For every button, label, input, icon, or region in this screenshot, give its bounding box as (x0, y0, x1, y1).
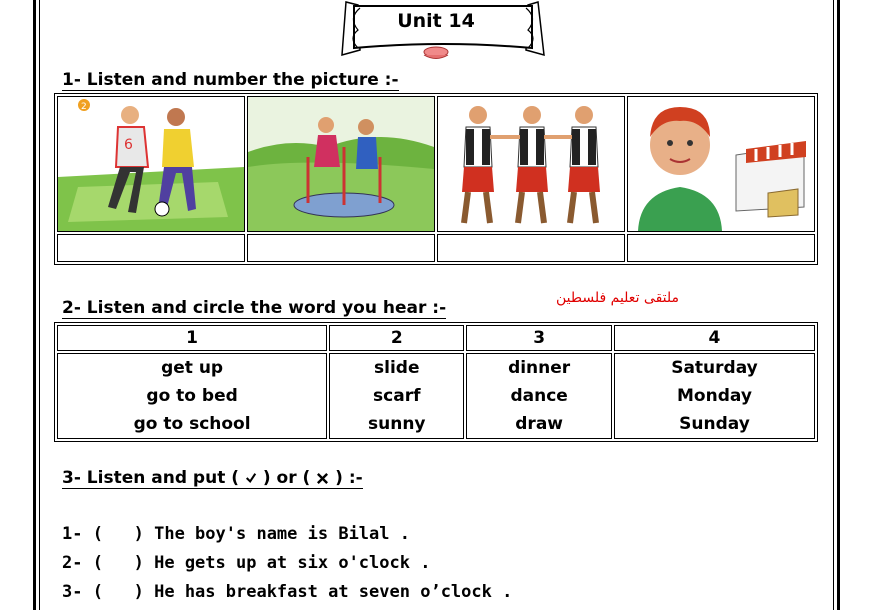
section1-heading: 1- Listen and number the picture :- (62, 70, 399, 90)
picture-cell-roundabout (247, 96, 435, 232)
column-number: 1 (57, 325, 327, 351)
children-on-roundabout-picture (248, 97, 434, 231)
statement-item[interactable]: 1- ( ) The boy's name is Bilal . (62, 524, 410, 544)
picture-cell-dancing (437, 96, 625, 232)
svg-text:6: 6 (124, 137, 133, 153)
number-blank-3[interactable] (437, 234, 625, 262)
word-cell-3 (466, 353, 612, 439)
check-icon (245, 472, 257, 484)
column-number: 3 (466, 325, 612, 351)
boy-and-shop-picture (628, 97, 814, 231)
section3-heading-prefix: 3- Listen and put ( (62, 468, 245, 488)
men-dancing-dabke-picture (438, 97, 624, 231)
word-option[interactable]: scarf (373, 386, 421, 406)
svg-text:2: 2 (81, 102, 87, 112)
number-blank-1[interactable] (57, 234, 245, 262)
word-option[interactable]: go to bed (146, 386, 238, 406)
word-cell-2 (329, 353, 464, 439)
picture-cell-boy-shop (627, 96, 815, 232)
section3-heading (62, 468, 363, 489)
word-cell-4 (614, 353, 815, 439)
unit-title: Unit 14 (397, 10, 475, 32)
section3-heading-suffix: ) :- (329, 468, 363, 488)
word-option[interactable]: draw (515, 414, 563, 434)
word-option[interactable]: sunny (368, 414, 426, 434)
page-border-right-thick (837, 0, 840, 610)
column-number: 2 (329, 325, 464, 351)
section3-heading-middle: ) or ( (256, 468, 317, 488)
number-blank-4[interactable] (627, 234, 815, 262)
word-option[interactable]: Sunday (679, 414, 750, 434)
word-option[interactable]: Monday (677, 386, 752, 406)
statement-item[interactable]: 3- ( ) He has breakfast at seven o’clock . (62, 582, 513, 602)
word-cell-1 (57, 353, 327, 439)
word-table (54, 322, 818, 442)
picture-table (54, 93, 818, 265)
number-blank-2[interactable] (247, 234, 435, 262)
page-border-left-thick (33, 0, 36, 610)
word-option[interactable]: slide (374, 358, 420, 378)
word-option[interactable]: dinner (508, 358, 571, 378)
word-option[interactable]: go to school (133, 414, 251, 434)
watermark-text: ملتقى تعليم فلسطين (556, 290, 680, 306)
page-border-left-thin (39, 0, 40, 610)
word-option[interactable]: get up (161, 358, 224, 378)
cross-icon (316, 472, 329, 485)
column-number: 4 (614, 325, 815, 351)
page-border-right-thin (833, 0, 834, 610)
section2-heading: 2- Listen and circle the word you hear :- (62, 298, 447, 318)
statement-item[interactable]: 2- ( ) He gets up at six o'clock . (62, 553, 431, 573)
boys-playing-football-picture (58, 97, 244, 231)
word-option[interactable]: dance (510, 386, 568, 406)
picture-cell-football (57, 96, 245, 232)
word-option[interactable]: Saturday (671, 358, 758, 378)
